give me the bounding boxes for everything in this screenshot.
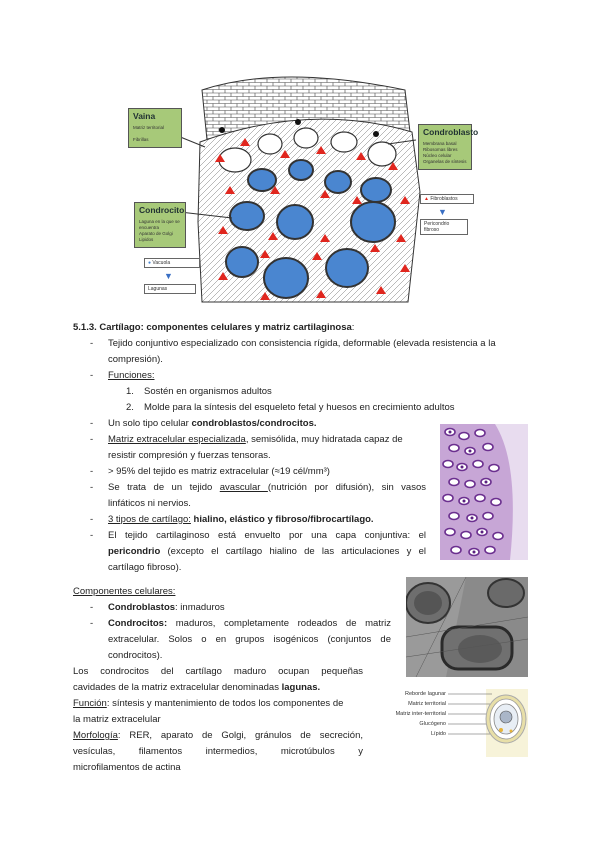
- item-condroblastos-a: Condroblastos: [108, 602, 176, 613]
- para-morfologia: [73, 728, 363, 744]
- bullet-avascular-a: Se trata de un tejido: [108, 482, 220, 493]
- legend-fibroblast-label: Fibroblastos: [430, 196, 458, 202]
- bullet-dash: -: [90, 370, 94, 381]
- bullet-dash: -: [90, 618, 94, 629]
- bullet-tejido: Tejido conjuntivo especializado con consistencia rígida, deformable (elevada resistencia a la: [108, 338, 496, 349]
- bullet-funciones: Funciones:: [108, 370, 155, 381]
- bullet-matriz-b: , semisólida, muy hidratada capaz de: [245, 434, 403, 445]
- bullet-tipo-celular-b: condroblastos/condrocitos.: [191, 418, 317, 429]
- legend-vacuole-label: Vacuola: [152, 260, 171, 266]
- para-funcion: [73, 696, 343, 712]
- bullet-dash: -: [90, 514, 94, 525]
- condroblasto-line: Membrana basal: [423, 141, 457, 146]
- condroblasto-line: Núcleo celular: [423, 153, 452, 158]
- para-funcion-cont: la matriz extracelular: [73, 714, 161, 725]
- condrocito-line: Aparato de Golgi: [139, 231, 173, 236]
- condroblasto-label-box: [418, 124, 479, 170]
- section-heading: [73, 320, 354, 336]
- label-glucogeno: Glucógeno: [419, 721, 446, 727]
- bullet-tipos-a: 3 tipos de cartílago:: [108, 514, 191, 525]
- para-morfologia-a: Morfología: [73, 730, 118, 741]
- vaina-line: Matriz territorial: [133, 125, 165, 130]
- label-reborde: Reborde lagunar: [405, 691, 446, 697]
- bullet-pericondrio-c: (excepto el cartílago hialino de las articulaciones y el: [160, 546, 426, 557]
- hyaline-micrograph-svg: [440, 424, 528, 560]
- lacuna-svg: [446, 689, 528, 757]
- bullet-tipos-b: hialino, elástico y fibroso/fibrocartílago.: [190, 514, 374, 525]
- para-lagunas-cont: [73, 680, 320, 696]
- para-lagunas-b: cavidades de la matriz extracelular denominadas: [73, 682, 282, 693]
- para-funcion-b: : síntesis y mantenimiento de todos los componentes de: [106, 698, 344, 709]
- num-2: 2.: [126, 402, 134, 413]
- bullet-dash: -: [90, 482, 94, 493]
- para-morfologia-end: microfilamentos de actina: [73, 762, 181, 773]
- legend-fibroblast-sub: Pericondrio fibroso: [420, 219, 468, 235]
- legend-vacuole-sub: Lagunas: [144, 284, 196, 294]
- label-matriz-territorial: Matriz territorial: [408, 701, 446, 707]
- bullet-avascular-c: (nutrición por difusión), sin vasos: [267, 482, 426, 493]
- condroblasto-line: Organelas de síntesis: [423, 159, 467, 164]
- cartilage-illustration: [120, 72, 450, 304]
- vaina-line: Fibrillas: [133, 137, 149, 142]
- bullet-porcentaje: > 95% del tejido es matriz extracelular (≈19 cél/mm³): [108, 466, 330, 477]
- bullet-pericondrio-b: pericondrio: [108, 546, 161, 557]
- bullet-dash: -: [90, 530, 94, 541]
- para-morfologia-cont: vesículas, filamentos intermedios, microtúbulos y: [73, 746, 363, 757]
- condrocito-line: encuentra: [139, 225, 160, 230]
- bullet-matriz-a: Matriz extracelular especializada: [108, 434, 246, 445]
- hyaline-micrograph: [440, 424, 528, 560]
- bullet-avascular-b: avascular: [219, 482, 268, 493]
- legend-vacuole: [144, 258, 200, 268]
- bullet-dash: -: [90, 338, 94, 349]
- item-condrocitos-cont: extracelular. Solos o en grupos isogénicos (conjuntos de: [108, 634, 391, 645]
- chondrocyte-lacuna-diagram: [378, 689, 528, 757]
- bullet-tipo-celular-a: Un solo tipo celular: [108, 418, 192, 429]
- components-heading: Componentes celulares:: [73, 586, 176, 597]
- condroblasto-line: Ribosomas libres: [423, 147, 458, 152]
- bullet-tipos: [108, 512, 374, 528]
- bullet-avascular-cont: linfáticos ni nervios.: [108, 498, 191, 509]
- item-condrocitos: [108, 616, 391, 632]
- section-heading-text: 5.1.3. Cartílago: componentes celulares y matriz cartilaginosa: [73, 322, 352, 333]
- num-2-text: Molde para la síntesis del esqueleto fetal y huesos en crecimiento adultos: [144, 402, 455, 413]
- electron-micrograph: [406, 577, 528, 677]
- item-condrocitos-b: maduros, completamente rodeados de matriz: [167, 618, 391, 629]
- bullet-pericondrio-cont: [108, 544, 426, 560]
- para-lagunas: Los condrocitos del cartílago maduro ocupan pequeñas: [73, 666, 363, 677]
- condrocito-line: Lipidos: [139, 237, 154, 242]
- condrocito-line: Laguna en la que se: [139, 219, 180, 224]
- para-funcion-a: Función: [73, 698, 107, 709]
- cartilage-diagram: [120, 72, 479, 304]
- legend-fibroblast: [420, 194, 474, 204]
- bullet-dash: -: [90, 602, 94, 613]
- para-lagunas-c: lagunas.: [281, 682, 321, 693]
- components-block: [73, 584, 391, 774]
- red-triangle-icon: ▲: [424, 196, 429, 202]
- bullet-matriz: [108, 432, 403, 448]
- bullet-dash: -: [90, 434, 94, 445]
- vaina-title: Vaina: [129, 109, 181, 123]
- item-condroblastos: [108, 600, 225, 616]
- label-matriz-inter: Matriz inter-territorial: [395, 711, 446, 717]
- arrow-down-icon: ▼: [164, 271, 173, 281]
- item-condroblastos-b: : inmaduros: [175, 602, 225, 613]
- bullet-dash: -: [90, 418, 94, 429]
- blue-ellipse-icon: ●: [148, 260, 152, 266]
- condrocito-label-box: [134, 202, 186, 248]
- bullet-tipo-celular: [108, 416, 317, 432]
- bullet-dash: -: [90, 466, 94, 477]
- bullet-pericondrio: El tejido cartilaginoso está envuelto por una capa conjuntiva: el: [108, 530, 426, 541]
- para-morfologia-b: : RER, aparato de Golgi, gránulos de secreción,: [117, 730, 363, 741]
- condroblasto-title: Condroblasto: [419, 125, 471, 139]
- arrow-down-icon: ▼: [438, 207, 447, 217]
- bullet-avascular: [108, 480, 426, 496]
- electron-micrograph-svg: [406, 577, 528, 677]
- condrocito-title: Condrocito: [135, 203, 185, 217]
- item-condrocitos-a: Condrocitos:: [108, 618, 168, 629]
- vaina-label-box: [128, 108, 182, 148]
- bullet-matriz-cont: resistir compresión y fuerzas tensoras.: [108, 450, 271, 461]
- bullet-pericondrio-end: cartílago fibroso).: [108, 562, 182, 573]
- num-1: 1.: [126, 386, 134, 397]
- section-heading-colon: :: [351, 322, 355, 333]
- bullet-tejido-cont: compresión).: [108, 354, 163, 365]
- item-condrocitos-end: condrocitos).: [108, 650, 163, 661]
- num-1-text: Sostén en organismos adultos: [144, 386, 272, 397]
- label-lipido: Lípido: [431, 731, 446, 737]
